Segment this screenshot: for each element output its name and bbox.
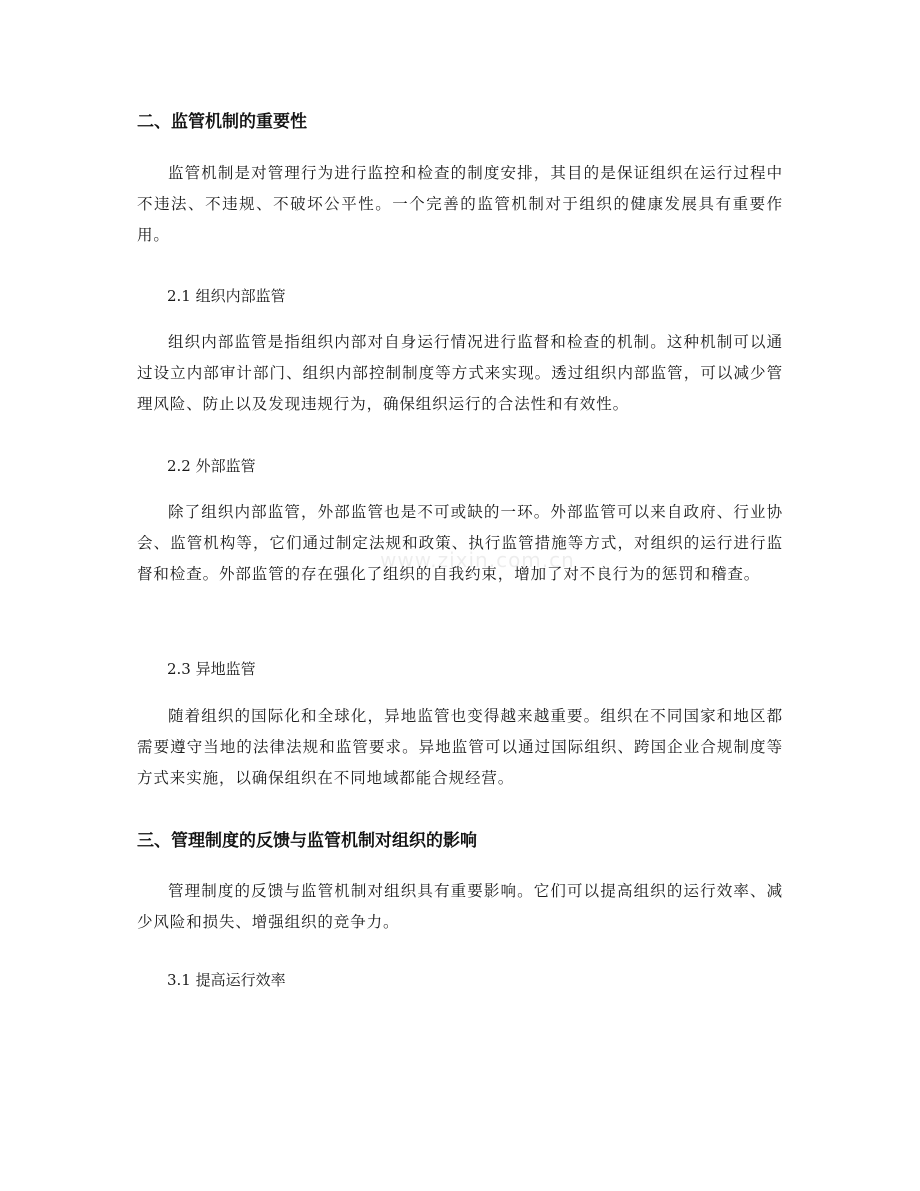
- section-2-heading: 二、监管机制的重要性: [137, 112, 307, 132]
- subsection-2-2-title: 2.2 外部监管: [167, 457, 256, 475]
- subsection-2-3-paragraph: 随着组织的国际化和全球化，异地监管也变得越来越重要。组织在不同国家和地区都需要遵守当地的法律法规和监管要求。异地监管可以通过国际组织、跨国企业合规制度等方式来实施，以确保组织在不同地域都能合规经营。: [137, 707, 783, 787]
- section-3-intro-paragraph: 管理制度的反馈与监管机制对组织具有重要影响。它们可以提高组织的运行效率、减少风险和损失、增强组织的竞争力。: [137, 882, 783, 931]
- subsection-2-2-paragraph: 除了组织内部监管，外部监管也是不可或缺的一环。外部监管可以来自政府、行业协会、监管机构等，它们通过制定法规和政策、执行监管措施等方式，对组织的运行进行监督和检查。外部监管的存在强化了组织的自我约束，增加了对不良行为的惩罚和稽查。: [137, 503, 783, 583]
- section-3-heading: 三、管理制度的反馈与监管机制对组织的影响: [137, 831, 477, 851]
- subsection-2-1-title: 2.1 组织内部监管: [167, 287, 286, 305]
- subsection-2-3-title: 2.3 异地监管: [167, 660, 256, 678]
- subsection-2-1-paragraph: 组织内部监管是指组织内部对自身运行情况进行监督和检查的机制。这种机制可以通过设立内部审计部门、组织内部控制制度等方式来实现。透过组织内部监管，可以减少管理风险、防止以及发现违规行为，确保组织运行的合法性和有效性。: [137, 333, 783, 413]
- section-2-intro-paragraph: 监管机制是对管理行为进行监控和检查的制度安排，其目的是保证组织在运行过程中不违法、不违规、不破坏公平性。一个完善的监管机制对于组织的健康发展具有重要作用。: [137, 164, 783, 244]
- subsection-3-1-title: 3.1 提高运行效率: [167, 971, 286, 989]
- watermark: www.zixin.com.cn: [380, 548, 575, 572]
